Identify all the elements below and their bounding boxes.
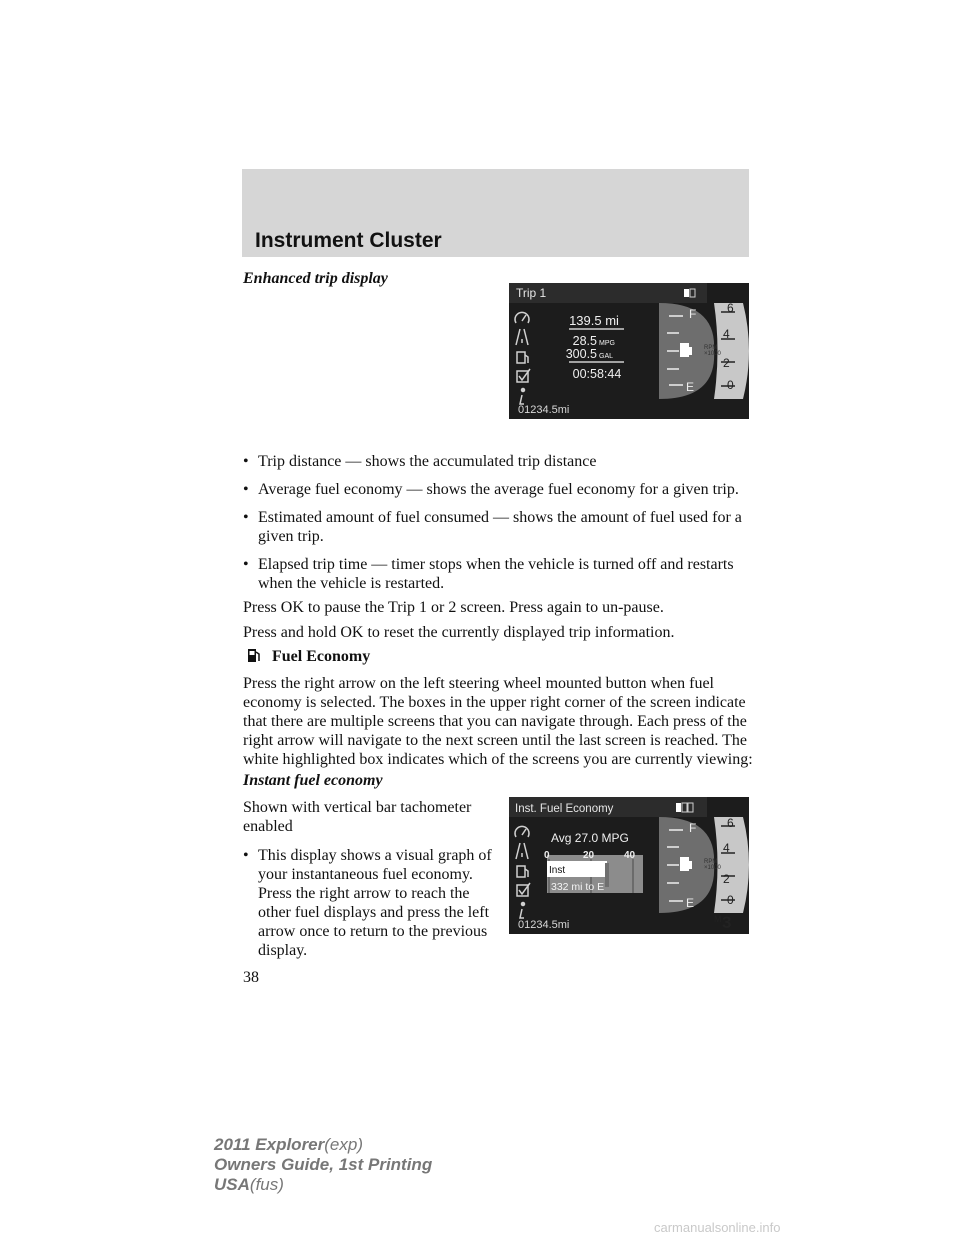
rpm-tick-4: 4 [723,841,730,855]
page-section-title: Instrument Cluster [255,229,442,252]
footer-region: USA [214,1175,250,1194]
rpm-label: RPM [704,345,718,351]
rpm-multiplier: ×1000 [704,865,721,871]
fuel-empty-label: E [686,896,695,910]
inst-odometer: 01234.5mi [518,919,570,931]
list-item: • This display shows a visual graph of your instantaneous fuel economy. Press the right arrow to reach the other fuel displays and press the left arrow once to return to the previous display. [243,846,495,960]
inst-range: 332 mi to E [551,881,605,893]
instant-fuel-display-illustration [509,797,749,934]
trip-gal-value: 300.5 [565,347,597,361]
list-item: • Average fuel economy — shows the average fuel economy for a given trip. [243,480,753,499]
inst-scale-40: 40 [624,850,636,861]
rpm-label: RPM [704,859,718,865]
enhanced-trip-bullets [243,452,753,602]
rpm-tick-0: 0 [727,378,734,392]
rpm-tick-2: 2 [723,872,730,886]
footer-region-code: (fus) [249,1175,284,1194]
watermark: carmanualsonline.info [654,1220,781,1235]
trip-display-illustration [509,283,749,419]
fuel-full-label: F [689,307,697,321]
enhanced-trip-heading: Enhanced trip display [243,270,388,287]
trip-distance: 139.5 mi [569,313,619,328]
trip-mpg-value: 28.5 [572,334,597,348]
list-item: • Elapsed trip time — timer stops when the vehicle is turned off and restarts when the vehicle is restarted. [243,555,753,593]
pause-paragraph: Press OK to pause the Trip 1 or 2 screen. Press again to un-pause. [243,599,664,616]
rpm-tick-2: 2 [723,356,730,370]
list-item: • Estimated amount of fuel consumed — shows the amount of fuel used for a given trip. [243,508,753,546]
fuel-pump-icon [247,646,261,663]
page-number: 38 [243,969,259,986]
inst-scale-20: 20 [583,850,595,861]
instant-fuel-heading: Instant fuel economy [243,772,383,789]
inst-average: Avg 27.0 MPG [551,831,629,845]
trip-title: Trip 1 [516,286,547,300]
fuel-economy-heading: Fuel Economy [272,648,371,665]
fuel-economy-paragraph: Press the right arrow on the left steering wheel mounted button when fuel economy is selected. The boxes in the upper right corner of the screen indicate that there are multiple screens that you can navigate through. Each press of the right arrow will navigate to the next screen until the last screen is reached. The white highlighted box indicates which of the screens you are currently viewing: [243,675,753,768]
rpm-tick-6: 6 [727,301,734,315]
trip-mpg-unit: MPG [599,340,615,347]
instant-fuel-paragraph: Shown with vertical bar tachometer enabled [243,799,472,835]
footer-model: 2011 Explorer [214,1135,325,1154]
reset-paragraph: Press and hold OK to reset the currently displayed trip information. [243,624,675,641]
footer [214,1135,432,1195]
instant-fuel-bullets [243,846,495,969]
rpm-tick-4: 4 [723,327,730,341]
list-item: • Trip distance — shows the accumulated trip distance [243,452,753,471]
fuel-full-label: F [689,821,697,835]
gear-number: 3 [722,913,732,932]
inst-bar-label: Inst [549,865,566,876]
fuel-empty-label: E [686,380,695,394]
rpm-tick-0: 0 [727,893,734,907]
inst-scale-0: 0 [544,850,550,861]
rpm-tick-6: 6 [727,816,734,830]
footer-edition: Owners Guide, 1st Printing [214,1155,433,1174]
gear-mode: M [714,914,722,924]
inst-title: Inst. Fuel Economy [515,803,614,815]
trip-gal-unit: GAL [599,353,614,360]
footer-model-code: (exp) [324,1135,363,1154]
rpm-multiplier: ×1000 [704,351,721,357]
trip-odometer: 01234.5mi [518,404,570,416]
trip-elapsed-time: 00:58:44 [572,367,622,381]
